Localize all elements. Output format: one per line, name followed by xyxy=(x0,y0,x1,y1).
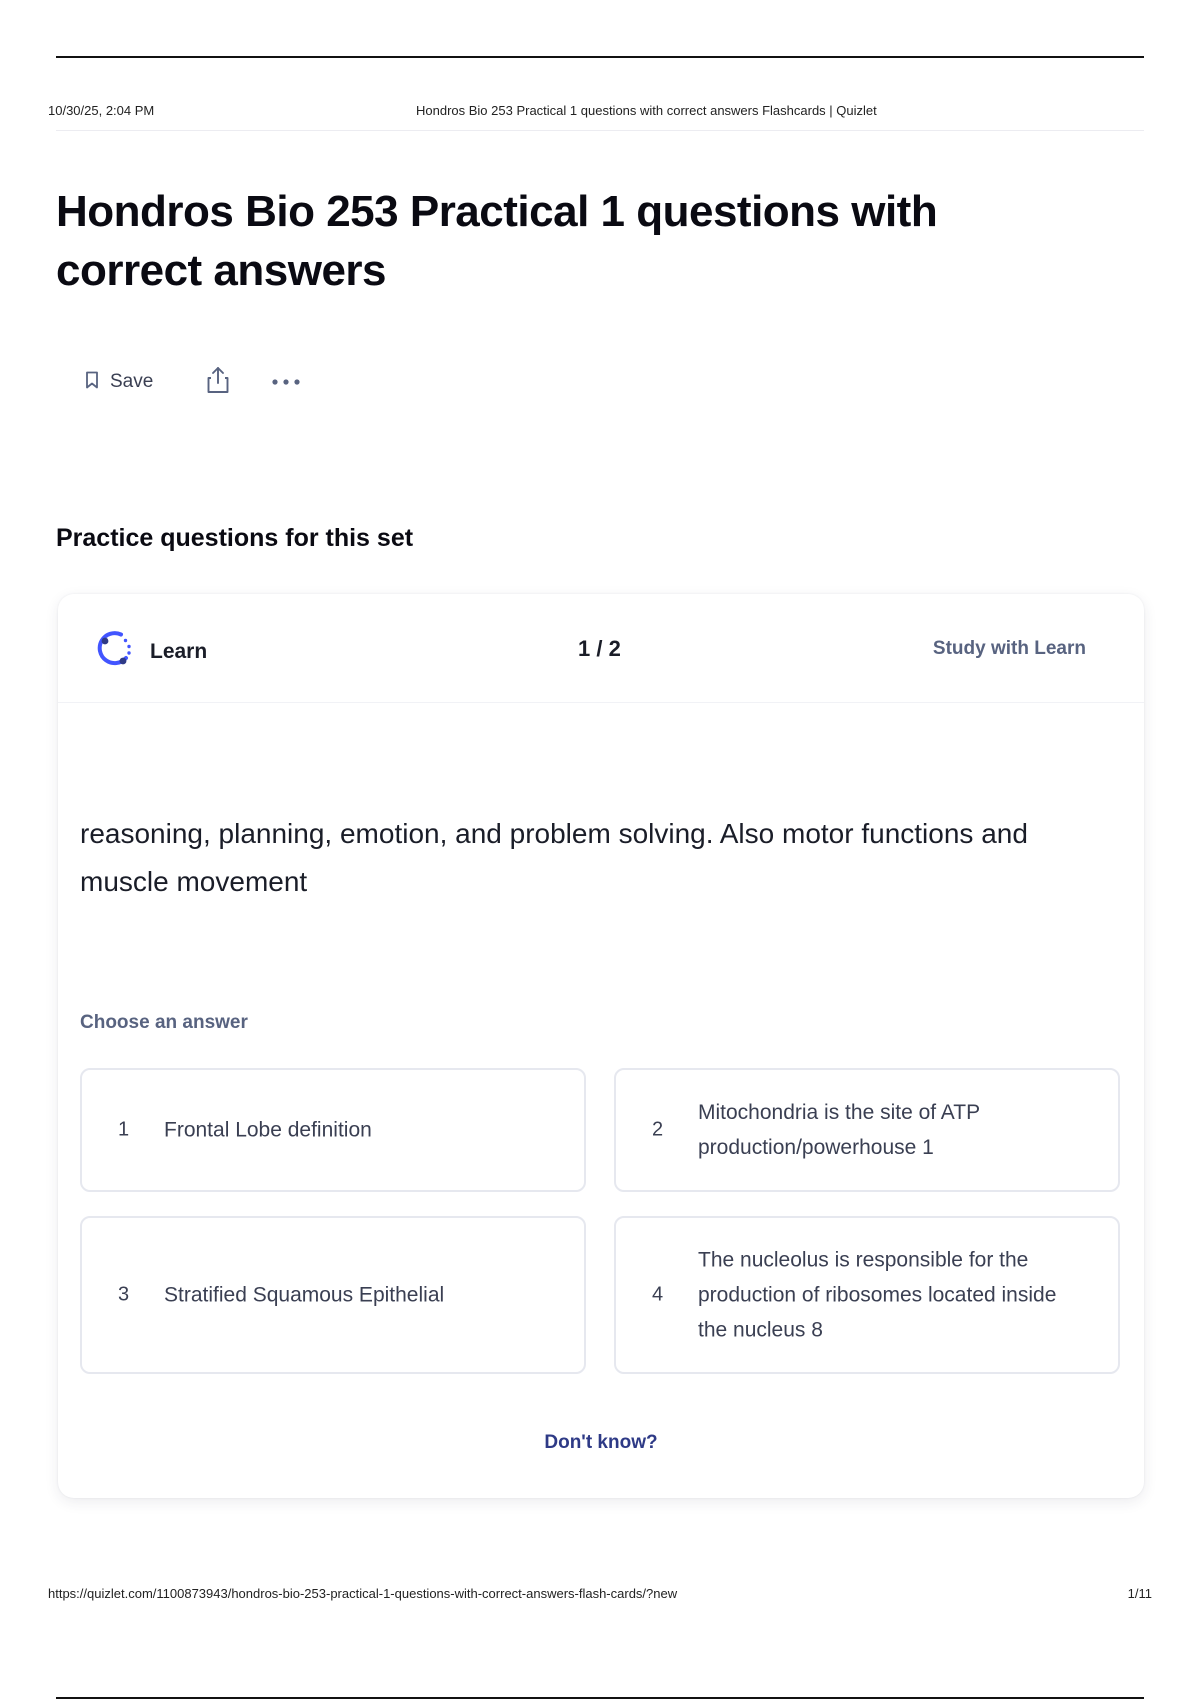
section-title: Practice questions for this set xyxy=(56,524,414,552)
option-text: Mitochondria is the site of ATP production/powerhouse 1 xyxy=(698,1101,980,1159)
answer-option-2[interactable] xyxy=(614,1068,1120,1192)
option-text: Frontal Lobe definition xyxy=(164,1118,372,1142)
page-title: Hondros Bio 253 Practical 1 questions with correct answers xyxy=(56,187,938,295)
share-icon xyxy=(205,365,231,400)
option-number: 4 xyxy=(652,1283,664,1306)
answer-option-4[interactable] xyxy=(614,1216,1120,1374)
print-footer xyxy=(48,1586,1152,1604)
learn-icon xyxy=(94,628,136,675)
option-text: The nucleolus is responsible for the production of ribosomes located inside the nucleus 8 xyxy=(698,1248,1057,1342)
option-number: 2 xyxy=(652,1118,664,1141)
choose-answer-label: Choose an answer xyxy=(80,1012,248,1033)
card-header xyxy=(58,594,1144,703)
bookmark-icon xyxy=(84,370,100,395)
print-doc-title: Hondros Bio 253 Practical 1 questions with correct answers Flashcards | Quizlet xyxy=(416,103,877,118)
option-number: 1 xyxy=(118,1118,130,1141)
dont-know-button[interactable]: Don't know? xyxy=(544,1432,658,1453)
answer-option-3[interactable] xyxy=(80,1216,586,1374)
bottom-rule xyxy=(56,1697,1144,1699)
practice-card xyxy=(58,594,1144,1498)
share-button[interactable] xyxy=(205,365,231,400)
print-header xyxy=(48,103,1152,121)
set-actions xyxy=(84,364,301,400)
top-rule xyxy=(56,56,1144,58)
study-with-learn-link[interactable]: Study with Learn xyxy=(932,638,1086,659)
option-text: Stratified Squamous Epithelial xyxy=(164,1283,445,1307)
answer-option-1[interactable] xyxy=(80,1068,586,1192)
more-options-button[interactable] xyxy=(271,373,301,391)
save-label: Save xyxy=(110,371,154,392)
learn-label: Learn xyxy=(150,639,208,663)
progress-counter: 1 / 2 xyxy=(578,636,621,661)
print-url: https://quizlet.com/1100873943/hondros-bio-253-practical-1-questions-with-correct-answers-flash-cards/?new xyxy=(48,1586,678,1601)
header-divider xyxy=(56,130,1144,131)
save-button[interactable] xyxy=(84,370,153,395)
learn-mode xyxy=(94,628,207,675)
more-icon xyxy=(271,373,301,391)
option-number: 3 xyxy=(118,1283,130,1306)
question-prompt: reasoning, planning, emotion, and problem solving. Also motor functions and muscle movement xyxy=(80,818,1028,897)
print-page-number: 1/11 xyxy=(1127,1586,1152,1601)
print-date: 10/30/25, 2:04 PM xyxy=(48,103,155,118)
